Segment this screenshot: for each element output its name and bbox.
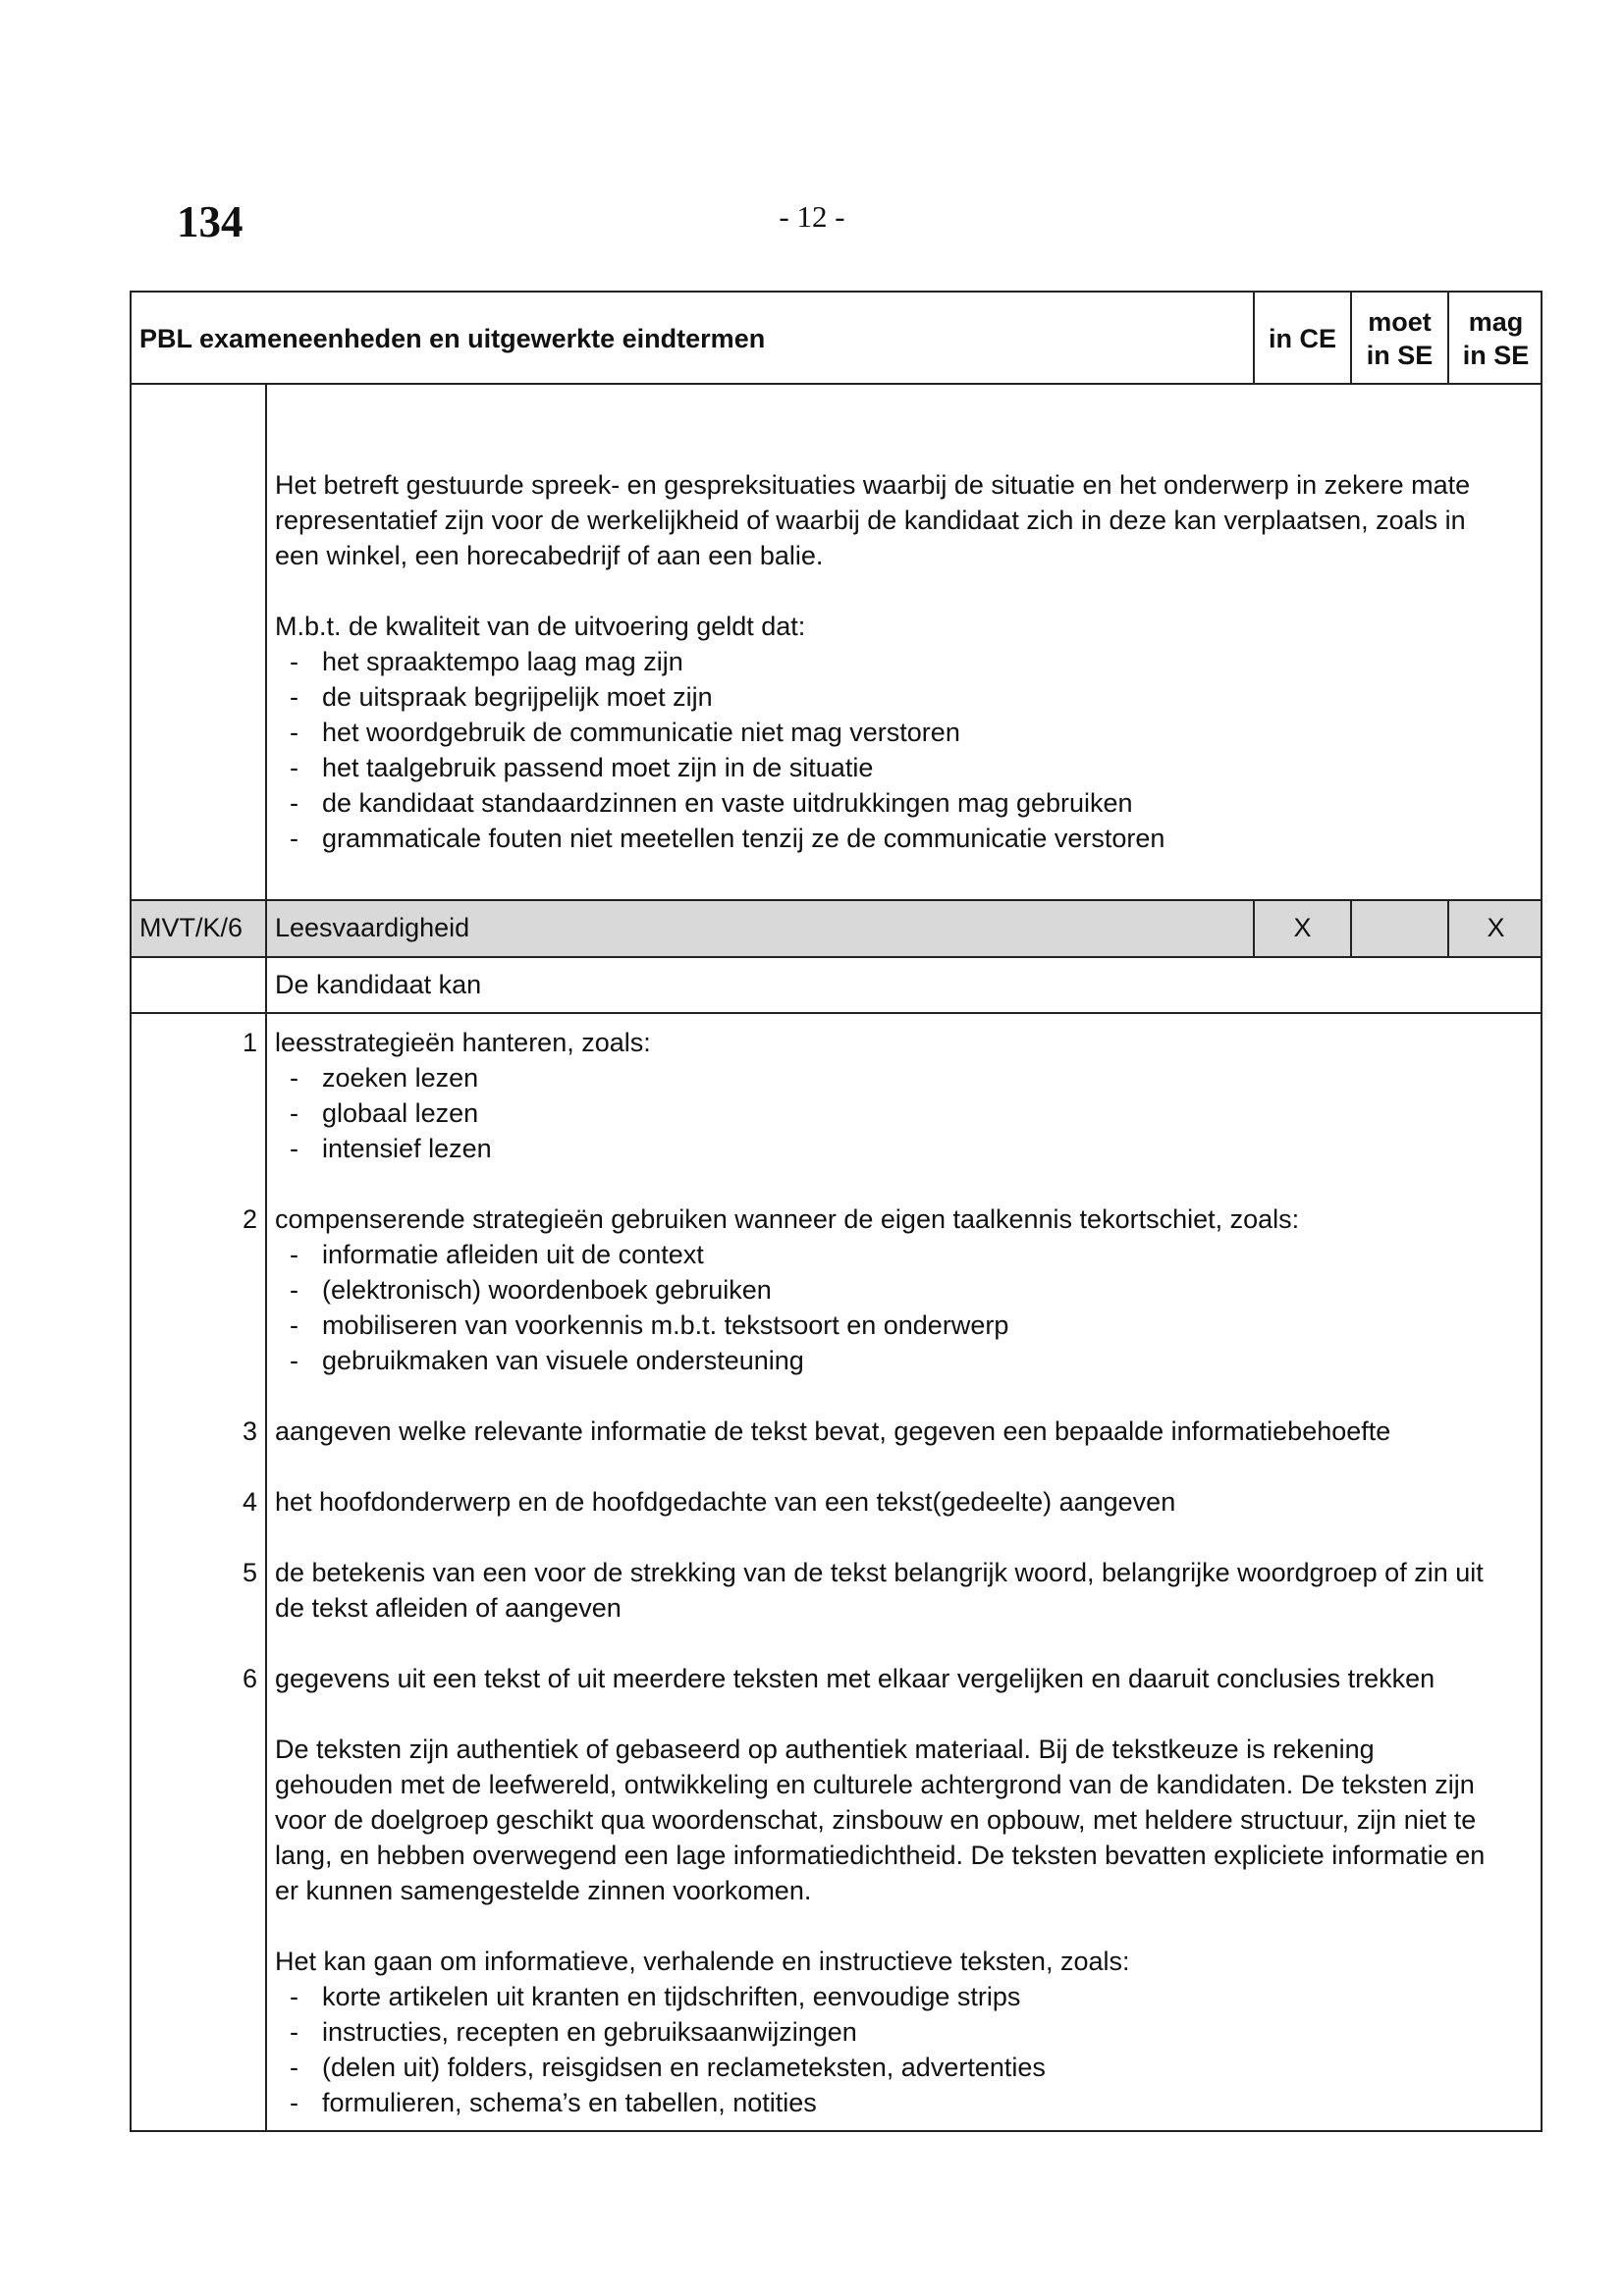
term-text: de tekst afleiden of aangeven bbox=[275, 1593, 622, 1623]
term-3 bbox=[275, 1414, 1532, 1449]
header-in-ce: in CE bbox=[1268, 324, 1336, 353]
intro-row-bottom bbox=[130, 1012, 1543, 1014]
text-kinds-intro: Het kan gaan om informatieve, verhalende en instructieve teksten, zoals: bbox=[275, 1947, 1130, 1976]
term-number: 4 bbox=[242, 1487, 257, 1517]
list-item: - (delen uit) folders, reisgidsen en reclameteksten, advertenties bbox=[275, 2050, 1532, 2085]
list-item: - (elektronisch) woordenboek gebruiken bbox=[275, 1272, 1532, 1308]
list-item: - informatie afleiden uit de context bbox=[275, 1237, 1532, 1272]
text-kinds-list bbox=[275, 1979, 1532, 2120]
texts-paragraph bbox=[275, 1732, 1532, 1908]
page-number: 134 bbox=[177, 197, 244, 246]
header-mag-line2: in SE bbox=[1462, 341, 1530, 370]
list-item: - korte artikelen uit kranten en tijdschriften, eenvoudige strips bbox=[275, 1979, 1532, 2014]
paragraph-line: een winkel, een horecabedrijf of aan een balie. bbox=[275, 541, 824, 570]
term-6 bbox=[275, 1661, 1532, 1696]
unit-intro: De kandidaat kan bbox=[275, 970, 482, 999]
term-1 bbox=[275, 1025, 1532, 1166]
list-item: - de uitspraak begrijpelijk moet zijn bbox=[275, 679, 1532, 715]
unit-title: Leesvaardigheid bbox=[275, 913, 470, 942]
list-item: - instructies, recepten en gebruiksaanwijzingen bbox=[275, 2014, 1532, 2050]
list-item: - globaal lezen bbox=[275, 1095, 1532, 1131]
term-5 bbox=[275, 1555, 1532, 1626]
unit-code: MVT/K/6 bbox=[139, 913, 244, 942]
term-number: 5 bbox=[242, 1558, 257, 1587]
term-text: het hoofdonderwerp en de hoofdgedachte van een tekst(gedeelte) aangeven bbox=[275, 1487, 1176, 1517]
unit-mag-in-se-mark: X bbox=[1487, 913, 1505, 942]
paragraph-line: representatief zijn voor de werkelijkheid of waarbij de kandidaat zich in deze kan verplaatsen, zoals in bbox=[275, 506, 1466, 535]
page-sub-number: - 12 - bbox=[779, 199, 845, 234]
list-item: - intensief lezen bbox=[275, 1131, 1532, 1166]
list-item: - grammaticale fouten niet meetellen tenzij ze de communicatie verstoren bbox=[275, 821, 1532, 856]
term-text: gegevens uit een tekst of uit meerdere teksten met elkaar vergelijken en daaruit conclusies trekken bbox=[275, 1664, 1435, 1693]
table-header-title: PBL exameneenheden en uitgewerkte eindtermen bbox=[139, 324, 766, 353]
unit-row-top bbox=[130, 899, 1543, 901]
list-item: - zoeken lezen bbox=[275, 1060, 1532, 1095]
term-2 bbox=[275, 1201, 1532, 1378]
header-divider bbox=[130, 383, 1543, 385]
quality-list bbox=[275, 644, 1532, 856]
moet-column-divider-unit bbox=[1350, 899, 1352, 958]
term-list bbox=[275, 1237, 1532, 1378]
paragraph-line: voor de doelgroep geschikt qua woordenschat, zinsbouw en opbouw, met heldere structuur, zijn niet te bbox=[275, 1805, 1477, 1835]
unit-row-bottom bbox=[130, 956, 1543, 958]
quality-intro: M.b.t. de kwaliteit van de uitvoering geldt dat: bbox=[275, 612, 806, 641]
list-item: - het woordgebruik de communicatie niet mag verstoren bbox=[275, 715, 1532, 750]
unit-in-ce-mark: X bbox=[1293, 913, 1312, 942]
header-moet-line1: moet bbox=[1368, 307, 1432, 337]
term-number: 2 bbox=[242, 1204, 257, 1234]
paragraph-line: lang, en hebben overwegend een lage informatiedichtheid. De teksten bevatten expliciete informatie en bbox=[275, 1841, 1486, 1870]
paragraph-line: er kunnen samengestelde zinnen voorkomen. bbox=[275, 1876, 812, 1905]
list-item: - het spraaktempo laag mag zijn bbox=[275, 644, 1532, 679]
speaking-situations-paragraph bbox=[275, 467, 1532, 573]
paragraph-line: De teksten zijn authentiek of gebaseerd op authentiek materiaal. Bij de tekstkeuze is rekening bbox=[275, 1735, 1375, 1764]
code-column-divider bbox=[265, 383, 267, 2132]
list-item: - het taalgebruik passend moet zijn in de situatie bbox=[275, 750, 1532, 785]
term-list bbox=[275, 1060, 1532, 1166]
list-item: - formulieren, schema’s en tabellen, notities bbox=[275, 2085, 1532, 2120]
paragraph-line: gehouden met de leefwereld, ontwikkeling en culturele achtergrond van de kandidaten. De teksten zijn bbox=[275, 1770, 1475, 1799]
list-item: - mobiliseren van voorkennis m.b.t. tekstsoort en onderwerp bbox=[275, 1308, 1532, 1343]
text-kinds-block bbox=[275, 1944, 1532, 2120]
term-4 bbox=[275, 1484, 1532, 1520]
header-mag-line1: mag bbox=[1468, 307, 1524, 337]
list-item: - de kandidaat standaardzinnen en vaste uitdrukkingen mag gebruiken bbox=[275, 785, 1532, 821]
term-text: leesstrategieën hanteren, zoals: bbox=[275, 1028, 651, 1057]
term-text: compenserende strategieën gebruiken wanneer de eigen taalkennis tekortschiet, zoals: bbox=[275, 1204, 1300, 1234]
term-text: de betekenis van een voor de strekking van de tekst belangrijk woord, belangrijke woordgroep of zin uit bbox=[275, 1558, 1484, 1587]
list-item: - gebruikmaken van visuele ondersteuning bbox=[275, 1343, 1532, 1378]
quality-block bbox=[275, 609, 1532, 856]
paragraph-line: Het betreft gestuurde spreek- en gespreksituaties waarbij de situatie en het onderwerp in zekere mate bbox=[275, 470, 1471, 500]
header-moet-line2: in SE bbox=[1366, 341, 1434, 370]
term-number: 6 bbox=[242, 1664, 257, 1693]
term-text: aangeven welke relevante informatie de tekst bevat, gegeven een bepaalde informatiebehoefte bbox=[275, 1416, 1391, 1446]
term-number: 1 bbox=[242, 1028, 257, 1057]
term-number: 3 bbox=[242, 1416, 257, 1446]
